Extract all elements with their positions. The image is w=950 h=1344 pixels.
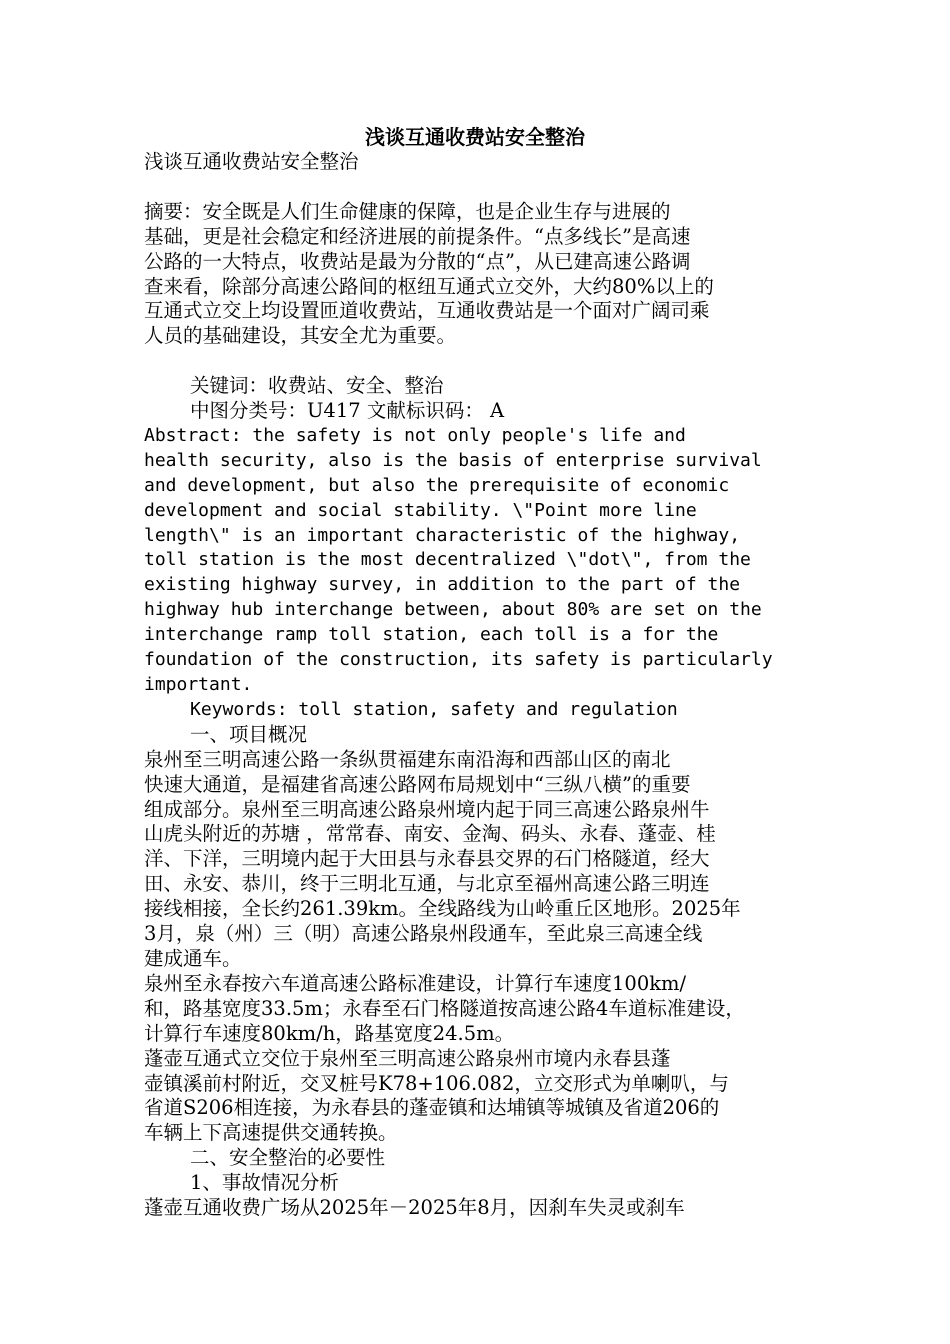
keywords-english: Keywords: toll station, safety and regulation [190,698,678,720]
document-body [144,150,820,1221]
paragraph: 蓬壶互通式立交位于泉州至三明高速公路泉州市境内永春县蓬 壶镇溪前村附近，交叉桩号K78+106.082，立交形式为单喇叭，与 省道S206相连接，为永春县的蓬壶镇和达埔镇等城镇及省道206的 车辆上下高速提供交通转换。 [144,1046,729,1145]
classification-line: 中图分类号：U417 文献标识码： A [190,399,505,423]
subsection-heading: 1、事故情况分析 [190,1171,339,1195]
paragraph: 蓬壶互通收费广场从2025年－2025年8月，因刹车失灵或刹车 [144,1196,685,1220]
abstract-english: Abstract: the safety is not only people's life and health security, also is the basis of enterprise survival and development, but also the prerequisite of economic development and social stability. \"Point more line length\" is an important characteristic of the highway, toll station is the most decentralized \"dot\", from the existing highway survey, in addition to the part of the highway hub interchange between, about 80% are set on the interchange ramp toll station, each toll is a for the foundation of the construction, its safety is particularly important. [144,424,773,695]
section-heading: 一、项目概况 [190,722,308,746]
abstract-chinese: 摘要：安全既是人们生命健康的保障，也是企业生存与进展的 基础，更是社会稳定和经济进展的前提条件。“点多线长”是高速 公路的一大特点，收费站是最为分散的“点”，从已建高速公路调 查来看，除部分高速公路间的枢纽互通式立交外，大约80%以上的 互通式立交上均设置匝道收费站，互通收费站是一个面对广阔司乘 人员的基础建设，其安全尤为重要。 [144,199,714,348]
keywords-chinese: 关键词：收费站、安全、整治 [190,374,444,398]
paragraph: 泉州至三明高速公路一条纵贯福建东南沿海和西部山区的南北 快速大通道，是福建省高速公路网布局规划中“三纵八横”的重要 组成部分。泉州至三明高速公路泉州境内起于同三高速公路泉州牛 山虎头附近的苏塘 ，常常春、南安、金淘、码头、永春、蓬壶、桂 洋、下洋，三明境内起于大田县与永春县交界的石门格隧道，经大 田、永安、恭川，终于三明北互通，与北京至福州高速公路三明连 接线相接，全长约261.39km。全线路线为山岭重丘区地形。2025年 3月，泉（州）三（明）高速公路泉州段通车，至此泉三高速全线 建成通车。 [144,747,741,970]
section-heading: 二、安全整治的必要性 [190,1146,386,1170]
document-title: 浅谈互通收费站安全整治 [365,125,585,149]
spacer [144,349,820,374]
paragraph: 泉州至永春按六车道高速公路标准建设，计算行车速度100km/ 和，路基宽度33.5m；永春至石门格隧道按高速公路4车道标准建设， 计算行车速度80km/h，路基宽度24.5m。 [144,971,745,1045]
document-subtitle: 浅谈互通收费站安全整治 [144,150,359,173]
spacer [144,175,820,200]
